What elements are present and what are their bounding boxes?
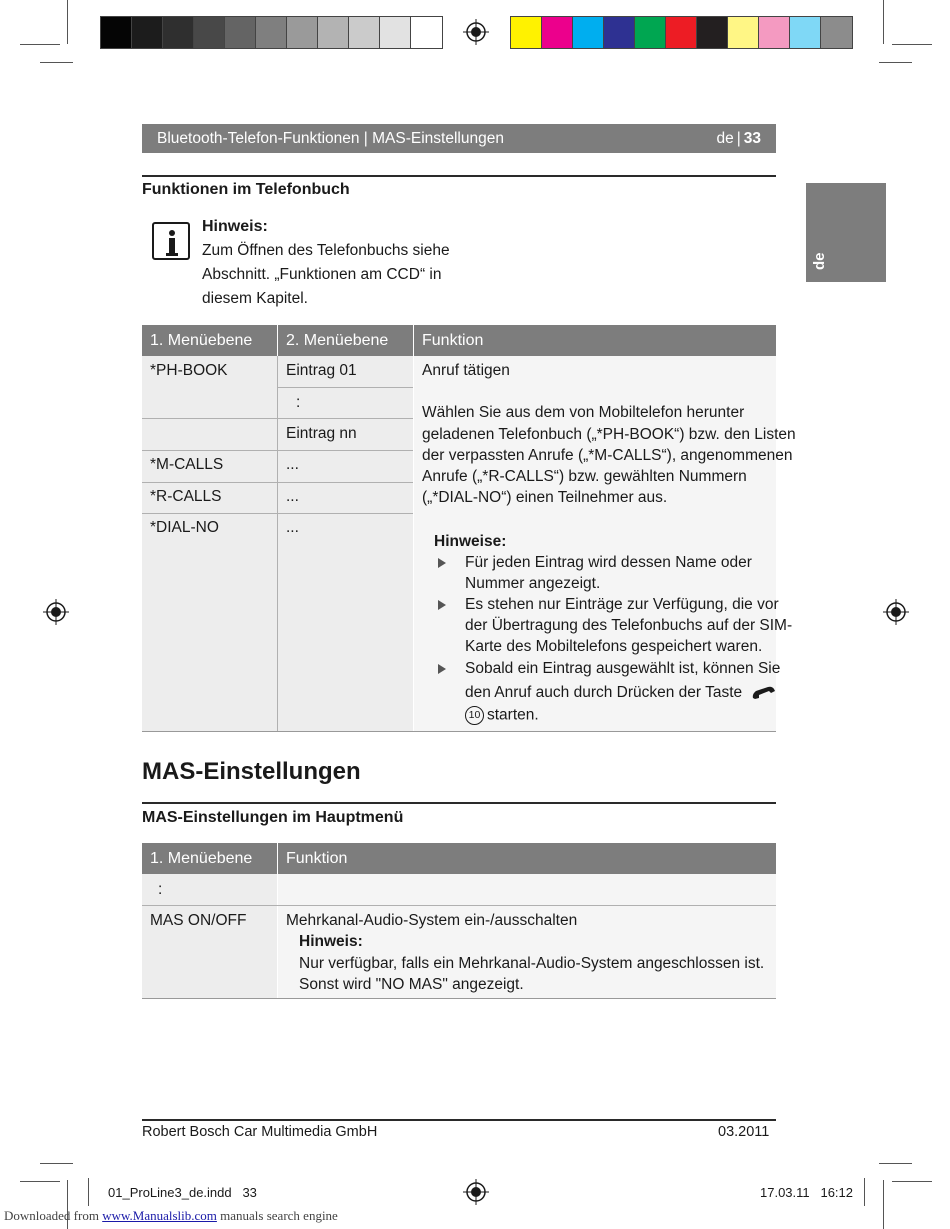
function-line: geladenen Telefonbuch („*PH-BOOK“) bzw. den Listen: [422, 426, 796, 443]
color-swatch: [194, 17, 225, 48]
bullet-line: [465, 684, 778, 702]
color-swatch: [318, 17, 349, 48]
manualslib-link[interactable]: www.Manualslib.com: [102, 1208, 217, 1223]
color-swatch: [728, 17, 759, 48]
table-cell: *M-CALLS: [150, 456, 224, 473]
table-header-cell: 2. Menüebene: [278, 325, 413, 356]
bullet-line: Für jeden Eintrag wird dessen Name oder: [465, 554, 752, 571]
crop-mark: [879, 62, 912, 63]
color-swatch: [256, 17, 287, 48]
section-subtitle: MAS-Einstellungen im Hauptmenü: [142, 809, 404, 826]
download-notice: Downloaded from www.Manualslib.com manuals search engine: [4, 1208, 338, 1223]
page-number-label: de | 33: [716, 129, 761, 147]
bullet-line: [465, 706, 539, 725]
color-swatch: [380, 17, 411, 48]
bullet-line-text: den Anruf auch durch Drücken der Taste: [465, 684, 743, 701]
footer-rule: [142, 1119, 776, 1121]
language-tab-label: de: [811, 252, 828, 270]
color-swatch: [790, 17, 821, 48]
crop-mark: [864, 1178, 865, 1206]
footer-company: Robert Bosch Car Multimedia GmbH: [142, 1124, 378, 1140]
slug-filename: 01_ProLine3_de.indd 33: [108, 1185, 257, 1200]
color-swatch: [349, 17, 380, 48]
crop-mark: [879, 1163, 912, 1164]
table-cell: Eintrag 01: [286, 362, 357, 379]
color-swatch: [542, 17, 573, 48]
table-cell: *PH-BOOK: [150, 362, 228, 379]
language-tab: [806, 183, 886, 282]
crop-mark: [20, 1181, 60, 1182]
table-header-cell: 1. Menüebene: [142, 325, 277, 356]
color-swatch: [666, 17, 697, 48]
crop-mark: [20, 44, 60, 45]
color-swatch: [697, 17, 728, 48]
color-swatch: [163, 17, 194, 48]
function-line: („*DIAL-NO“) einen Teilnehmer aus.: [422, 489, 668, 506]
table-cell: Mehrkanal-Audio-System ein-/ausschalten: [286, 912, 578, 929]
slug-timestamp: 17.03.11 16:12: [760, 1185, 854, 1200]
color-swatch: [821, 17, 852, 48]
table-cell: Eintrag nn: [286, 425, 357, 442]
table-cell: ...: [286, 456, 299, 473]
note-line: diesem Kapitel.: [202, 290, 308, 307]
crop-mark: [883, 1180, 884, 1229]
bullet-arrow-icon: [438, 600, 446, 610]
color-swatch: [101, 17, 132, 48]
note-line: Abschnitt. „Funktionen am CCD“ in: [202, 266, 442, 283]
table-cell: *R-CALLS: [150, 488, 222, 505]
table-header-cell: 1. Menüebene: [142, 843, 277, 874]
bullet-line: Nummer angezeigt.: [465, 575, 601, 592]
color-swatch: [759, 17, 790, 48]
note-title: Hinweis:: [202, 218, 268, 235]
color-swatch: [287, 17, 318, 48]
section-heading: MAS-Einstellungen: [142, 758, 361, 785]
table-cell: MAS ON/OFF: [150, 912, 247, 929]
info-icon: [152, 222, 190, 260]
page-number: 33: [743, 129, 761, 147]
bullet-line-text: starten.: [487, 706, 539, 724]
section-title: Funktionen im Telefonbuch: [142, 181, 350, 198]
bullet-line: Sobald ein Eintrag ausgewählt ist, können Sie: [465, 660, 781, 677]
color-swatch: [411, 17, 442, 48]
color-swatch: [635, 17, 666, 48]
crop-mark: [40, 62, 73, 63]
header-lang: de: [716, 129, 734, 147]
crop-mark: [892, 1181, 932, 1182]
table-cell: *DIAL-NO: [150, 519, 219, 536]
function-line: der verpassten Anrufe („*M-CALLS“), angenommenen: [422, 447, 793, 464]
bullet-line: der Übertragung des Telefonbuchs auf der SIM-: [465, 617, 793, 634]
registration-mark-icon: [883, 599, 909, 625]
registration-mark-icon: [43, 599, 69, 625]
crop-mark: [892, 44, 932, 45]
note-line: Zum Öffnen des Telefonbuchs siehe: [202, 242, 450, 259]
table-cell: :: [296, 394, 301, 411]
color-swatch: [511, 17, 542, 48]
table-cell: :: [158, 881, 163, 898]
crop-mark: [88, 1178, 89, 1206]
crop-mark: [40, 1163, 73, 1164]
grayscale-bar: [100, 16, 443, 49]
phone-handset-icon: [750, 686, 778, 700]
section-rule: [142, 175, 776, 177]
header-title: Bluetooth-Telefon-Funktionen | MAS-Einstellungen: [157, 129, 504, 147]
bullet-line: Es stehen nur Einträge zur Verfügung, die vor: [465, 596, 779, 613]
table-cell: ...: [286, 488, 299, 505]
function-line: Anrufe („*R-CALLS“) bzw. gewählten Nummern: [422, 468, 747, 485]
bullet-line: Karte des Mobiltelefons gespeichert waren.: [465, 638, 763, 655]
table-cell: ...: [286, 519, 299, 536]
section-rule: [142, 802, 776, 804]
bullet-arrow-icon: [438, 558, 446, 568]
crop-mark: [67, 0, 68, 44]
registration-mark-icon: [463, 19, 489, 45]
page-header: [142, 124, 776, 153]
hint-line: Nur verfügbar, falls ein Mehrkanal-Audio-System angeschlossen ist.: [299, 955, 765, 972]
function-line: Wählen Sie aus dem von Mobiltelefon herunter: [422, 404, 745, 421]
hint-line: Sonst wird "NO MAS" angezeigt.: [299, 976, 524, 993]
color-swatch: [225, 17, 256, 48]
hints-title: Hinweise:: [434, 533, 507, 550]
table-header-cell: Funktion: [414, 325, 776, 356]
bullet-arrow-icon: [438, 664, 446, 674]
footer-date: 03.2011: [718, 1124, 770, 1140]
crop-mark: [883, 0, 884, 44]
registration-mark-icon: [463, 1179, 489, 1205]
hint-title: Hinweis:: [299, 933, 363, 950]
table-header-cell: Funktion: [278, 843, 776, 874]
function-title: Anruf tätigen: [422, 362, 510, 379]
color-bar: [510, 16, 853, 49]
key-number-badge: 10: [465, 706, 484, 725]
color-swatch: [573, 17, 604, 48]
color-swatch: [604, 17, 635, 48]
color-swatch: [132, 17, 163, 48]
